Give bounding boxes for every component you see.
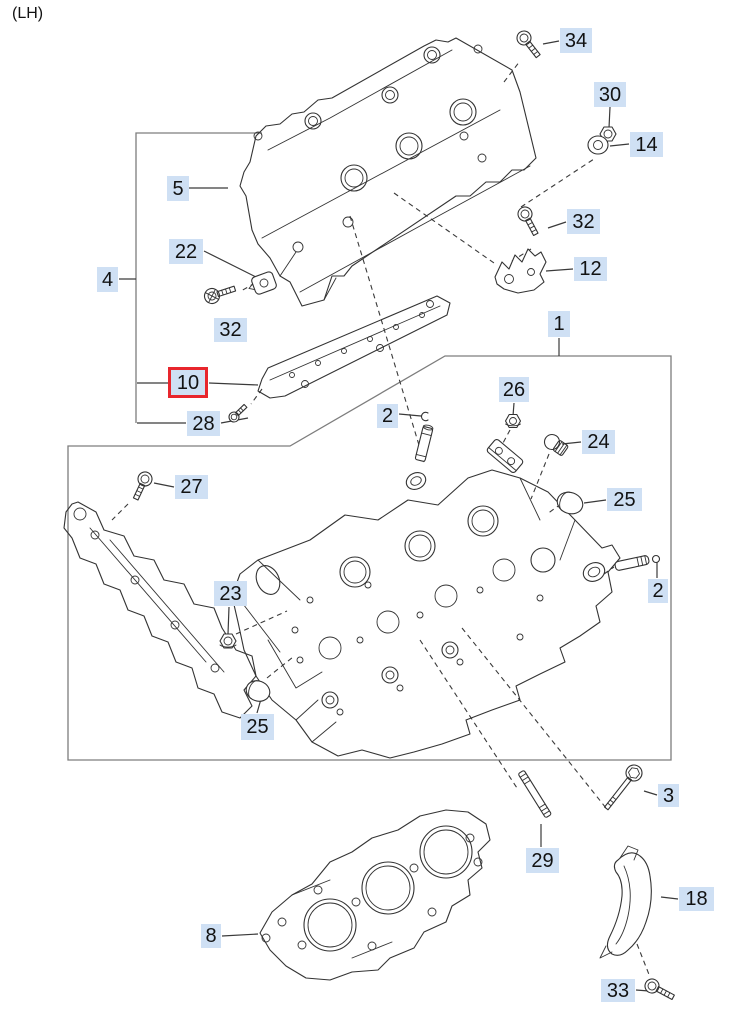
callout-label-18[interactable]: 18: [679, 887, 714, 911]
part-cam-cap-strip: [64, 502, 256, 718]
callout-label-10[interactable]: 10: [168, 367, 208, 398]
callout-label-27[interactable]: 27: [175, 475, 208, 499]
part-cap-25-left: [243, 677, 272, 704]
part-cap-25-right: [554, 489, 586, 518]
callout-label-22[interactable]: 22: [169, 239, 203, 264]
callout-label-8[interactable]: 8: [201, 924, 221, 948]
callout-label-34[interactable]: 34: [560, 28, 592, 53]
callout-label-33[interactable]: 33: [601, 979, 635, 1002]
part-seal-b: [580, 559, 608, 585]
leader-lines: [119, 41, 678, 991]
part-ball-2b: [653, 556, 660, 563]
part-cam-cap-26: [486, 438, 524, 473]
callout-label-24[interactable]: 24: [582, 430, 615, 454]
callout-label-1[interactable]: 1: [548, 311, 570, 337]
part-bolt-28: [227, 402, 249, 424]
callout-label-12[interactable]: 12: [574, 257, 607, 281]
part-valve-seal-a: [404, 470, 429, 493]
callout-label-2a[interactable]: 2: [377, 404, 398, 428]
part-seal-washer-14: [588, 136, 608, 154]
callout-label-25a[interactable]: 25: [607, 488, 642, 511]
part-stud-29: [518, 770, 551, 818]
assembly-dashed-lines: [112, 61, 650, 977]
callout-label-30[interactable]: 30: [594, 82, 626, 107]
callout-label-28[interactable]: 28: [187, 411, 220, 436]
callout-label-26[interactable]: 26: [499, 377, 529, 402]
callout-label-29[interactable]: 29: [526, 848, 559, 873]
callout-label-14[interactable]: 14: [630, 132, 663, 157]
callout-label-23[interactable]: 23: [214, 581, 247, 606]
part-chain-guide: [600, 846, 651, 958]
part-bolt-32-lower: [203, 281, 238, 305]
part-snap-ring-2a: [421, 412, 428, 420]
group-box-1: [68, 356, 671, 760]
callout-label-25b[interactable]: 25: [241, 714, 274, 740]
part-nut-26: [506, 415, 521, 428]
callout-label-5[interactable]: 5: [167, 176, 189, 201]
part-stud-nut-23: [220, 634, 236, 648]
lh-side-note: (LH): [12, 5, 44, 22]
part-valve-cover-gasket: [258, 296, 450, 398]
part-bolt-27: [129, 470, 154, 502]
part-head-gasket: [260, 810, 490, 980]
callout-label-3[interactable]: 3: [658, 784, 679, 807]
callout-label-2b[interactable]: 2: [648, 579, 668, 603]
part-cylinder-head: [232, 470, 620, 758]
callout-label-32b[interactable]: 32: [214, 318, 247, 342]
part-bolt-34: [514, 28, 544, 60]
part-plug-24: [542, 432, 570, 458]
part-bolt-32-upper: [516, 205, 542, 238]
callout-label-4[interactable]: 4: [97, 267, 118, 292]
part-valve-cover: [240, 38, 536, 306]
part-bolt-33: [643, 977, 677, 1004]
part-bolt-3: [600, 762, 645, 814]
callout-label-32a[interactable]: 32: [567, 209, 600, 234]
